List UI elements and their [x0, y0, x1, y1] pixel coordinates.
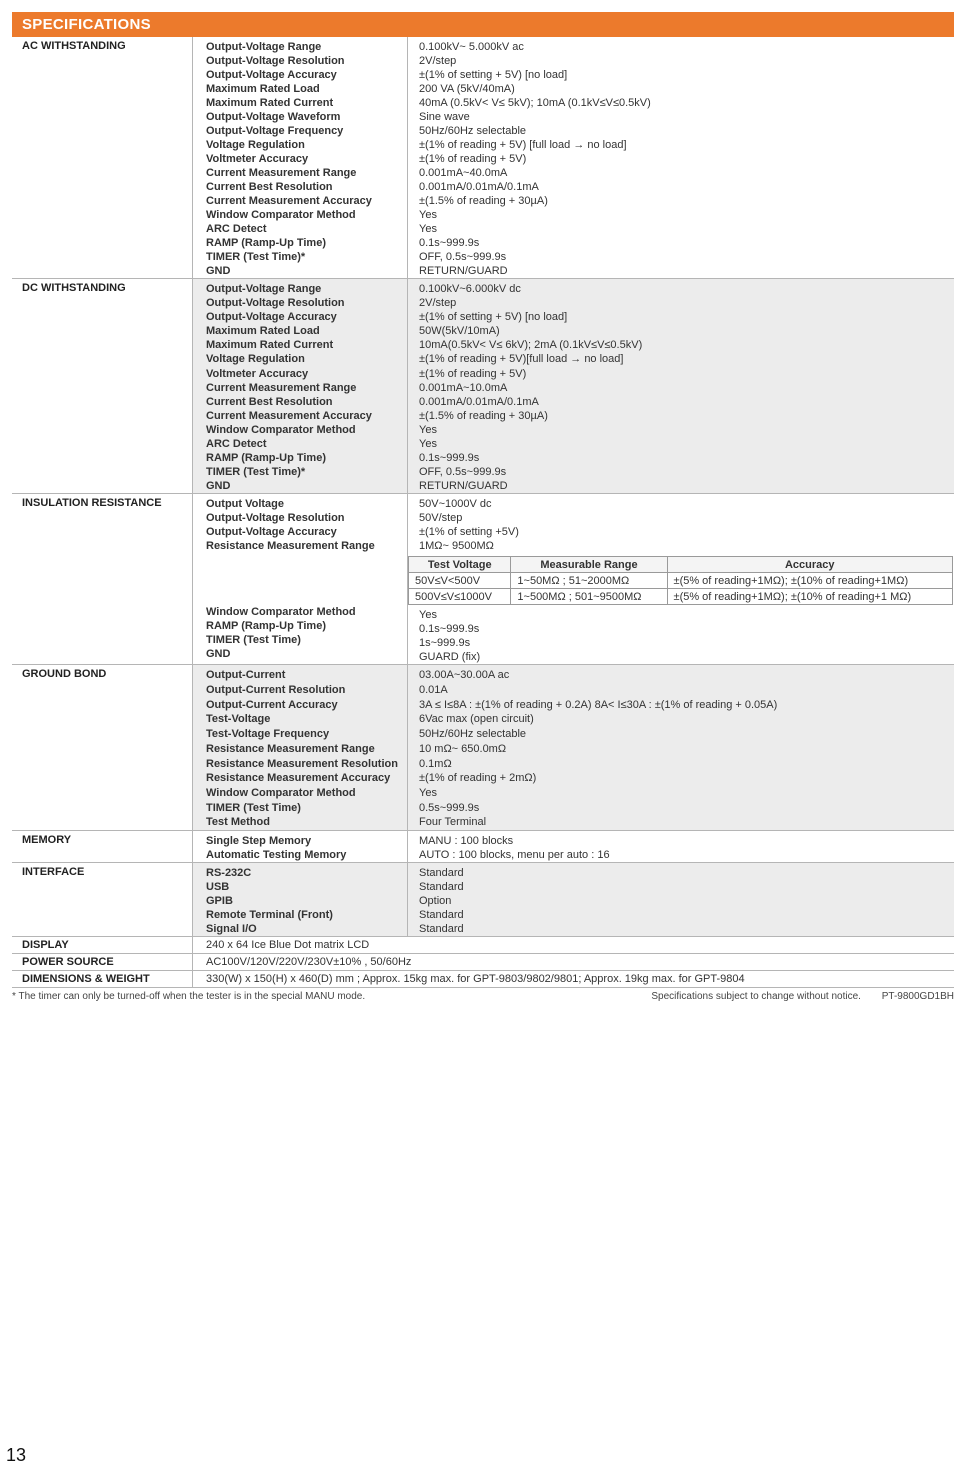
spec-line: 50Hz/60Hz selectable	[419, 728, 527, 741]
section-memory	[12, 831, 954, 863]
spec-line: RAMP (Ramp-Up Time)	[206, 452, 326, 465]
spec-line: Standard	[419, 908, 464, 921]
section-title: DISPLAY	[12, 937, 193, 953]
spec-line: Remote Terminal (Front)	[206, 908, 333, 921]
spec-line: 10 mΩ~ 650.0mΩ	[419, 742, 507, 755]
spec-line: GUARD (fix)	[419, 651, 481, 664]
spec-line: Voltmeter Accuracy	[206, 367, 309, 380]
spec-line: 0.001mA~10.0mA	[419, 381, 508, 394]
section-title: MEMORY	[12, 831, 193, 862]
spec-line: TIMER (Test Time)	[206, 801, 301, 814]
spec-line: Yes	[419, 786, 437, 799]
page-number: 13	[6, 1445, 27, 1465]
spec-line: 50Hz/60Hz selectable	[419, 125, 527, 137]
spec-line: RAMP (Ramp-Up Time)	[206, 237, 326, 249]
section-title: DC WITHSTANDING	[12, 279, 193, 493]
spec-line: Test-Voltage	[206, 713, 271, 726]
spec-line: GND	[206, 648, 231, 661]
spec-line: ±(1% of reading + 5V)[full load → no load]	[419, 353, 624, 366]
table-cell: ±(5% of reading+1MΩ); ±(10% of reading+1MΩ)	[667, 573, 952, 589]
spec-line: Single Step Memory	[206, 834, 312, 847]
spec-line: Option	[419, 894, 452, 907]
spec-value: AC100V/120V/220V/230V±10% , 50/60Hz	[206, 955, 412, 968]
spec-line: Resistance Measurement Range	[206, 540, 375, 553]
spec-line: 1MΩ~ 9500MΩ	[419, 540, 494, 553]
spec-line: Output-Current Resolution	[206, 684, 346, 697]
spec-line: RETURN/GUARD	[419, 265, 508, 277]
spec-line: Sine wave	[419, 111, 470, 123]
spec-line: OFF, 0.5s~999.9s	[419, 251, 507, 263]
table-row	[409, 589, 953, 605]
spec-line: ±(1% of reading + 2mΩ)	[419, 772, 537, 785]
spec-line: Yes	[419, 438, 437, 451]
ir-range-table	[408, 556, 953, 605]
spec-values	[408, 279, 954, 493]
spec-line: 0.001mA/0.01mA/0.1mA	[419, 181, 539, 193]
spec-line: 0.5s~999.9s	[419, 801, 480, 814]
table-cell: 1~50MΩ ; 51~2000MΩ	[511, 573, 667, 589]
table-cell: 50V≤V<500V	[409, 573, 511, 589]
spec-values	[408, 37, 954, 278]
spec-labels-top	[206, 497, 407, 553]
spec-line: GND	[206, 480, 231, 493]
spec-line: ±(1% of setting + 5V) [no load]	[419, 311, 568, 324]
disclaimer: Specifications subject to change without notice.	[651, 990, 861, 1002]
table-header-cell: Accuracy	[667, 557, 952, 573]
section-ac-withstanding	[12, 37, 954, 279]
spec-line: Window Comparator Method	[206, 423, 356, 436]
spec-line: GND	[206, 265, 231, 277]
spec-line: Output-Voltage Accuracy	[206, 69, 337, 81]
spec-line: 200 VA (5kV/40mA)	[419, 83, 515, 95]
spec-line: ARC Detect	[206, 223, 267, 235]
spec-line: 2V/step	[419, 297, 457, 310]
section-title: INTERFACE	[12, 863, 193, 936]
section-dimensions-weight	[12, 971, 954, 988]
spec-line: Output-Voltage Resolution	[206, 297, 345, 310]
spec-values	[408, 494, 954, 664]
spec-line: Automatic Testing Memory	[206, 848, 347, 861]
footer	[12, 988, 954, 1002]
spec-line: Maximum Rated Current	[206, 97, 334, 109]
spec-line: 10mA(0.5kV< V≤ 6kV); 2mA (0.1kV≤V≤0.5kV)	[419, 339, 643, 352]
spec-line: 6Vac max (open circuit)	[419, 713, 534, 726]
spec-line: Window Comparator Method	[206, 786, 356, 799]
spec-line: Standard	[419, 880, 464, 893]
spec-line: Output-Current	[206, 669, 286, 682]
table-cell: 1~500MΩ ; 501~9500MΩ	[511, 589, 667, 605]
spec-line: TIMER (Test Time)*	[206, 466, 306, 479]
spec-labels	[193, 37, 408, 278]
spec-sheet	[12, 12, 954, 1002]
table-cell: ±(5% of reading+1MΩ); ±(10% of reading+1 MΩ)	[667, 589, 952, 605]
spec-line: USB	[206, 880, 230, 893]
spec-line: Standard	[419, 922, 464, 935]
section-insulation-resistance	[12, 494, 954, 665]
spec-values	[408, 665, 954, 830]
spec-line: Maximum Rated Load	[206, 83, 320, 95]
spec-labels	[193, 665, 408, 830]
table-cell: 500V≤V≤1000V	[409, 589, 511, 605]
spec-line: Yes	[419, 609, 437, 622]
spec-line: Voltmeter Accuracy	[206, 153, 309, 165]
section-title: GROUND BOND	[12, 665, 193, 830]
spec-line: Output-Voltage Resolution	[206, 55, 345, 67]
spec-line: ±(1.5% of reading + 30µA)	[419, 195, 548, 207]
spec-line: Current Measurement Accuracy	[206, 409, 372, 422]
spec-line: TIMER (Test Time)	[206, 634, 301, 647]
spec-line: Output-Current Accuracy	[206, 698, 338, 711]
spec-line: Voltage Regulation	[206, 353, 305, 366]
spec-line: RETURN/GUARD	[419, 480, 508, 493]
table-header-cell: Test Voltage	[409, 557, 511, 573]
spec-line: 2V/step	[419, 55, 457, 67]
spec-line: 03.00A~30.00A ac	[419, 669, 510, 682]
spec-line: Current Best Resolution	[206, 181, 333, 193]
spec-line: Output-Voltage Waveform	[206, 111, 341, 123]
spec-line: Window Comparator Method	[206, 209, 356, 221]
spec-labels-bottom	[206, 605, 407, 661]
spec-line: 0.1s~999.9s	[419, 237, 480, 249]
spec-line: Current Best Resolution	[206, 395, 333, 408]
spec-line: Output-Voltage Frequency	[206, 125, 344, 137]
section-display	[12, 937, 954, 954]
spec-values	[408, 863, 954, 936]
spec-line: TIMER (Test Time)*	[206, 251, 306, 263]
spec-line: 50W(5kV/10mA)	[419, 325, 500, 338]
spec-line: Current Measurement Range	[206, 381, 357, 394]
section-interface	[12, 863, 954, 937]
spec-line: 0.100kV~6.000kV dc	[419, 283, 521, 295]
spec-line: GPIB	[206, 894, 233, 907]
spec-labels	[193, 494, 408, 664]
spec-line: Test Method	[206, 816, 270, 829]
section-title: DIMENSIONS & WEIGHT	[12, 971, 193, 987]
spec-line: ±(1% of setting +5V)	[419, 526, 519, 539]
spec-values	[408, 831, 954, 862]
spec-line: Output Voltage	[206, 498, 285, 511]
spec-line: Voltage Regulation	[206, 139, 305, 151]
spec-line: ±(1.5% of reading + 30µA)	[419, 409, 548, 422]
spec-line: ARC Detect	[206, 438, 267, 451]
table-header-row	[409, 557, 953, 573]
spec-line: 0.01A	[419, 684, 448, 697]
spec-line: ±(1% of reading + 5V)	[419, 153, 527, 165]
table-row	[409, 573, 953, 589]
spec-line: Maximum Rated Current	[206, 339, 334, 352]
spec-line: 0.1s~999.9s	[419, 623, 480, 636]
table-body	[409, 573, 953, 605]
spec-labels	[193, 863, 408, 936]
spec-line: AUTO : 100 blocks, menu per auto : 16	[419, 848, 610, 861]
spec-labels	[193, 831, 408, 862]
footer-right	[633, 991, 954, 1002]
spec-line: Resistance Measurement Resolution	[206, 757, 398, 770]
spec-line: Maximum Rated Load	[206, 325, 320, 338]
spec-values-bottom	[419, 608, 954, 664]
section-power-source	[12, 954, 954, 971]
spec-line: Four Terminal	[419, 816, 487, 829]
spec-line: Window Comparator Method	[206, 606, 356, 619]
spec-line: 0.1mΩ	[419, 757, 452, 770]
spec-line: RS-232C	[206, 866, 252, 879]
spec-line: 50V~1000V dc	[419, 498, 492, 511]
spec-line: 50V/step	[419, 512, 463, 525]
spec-line: Yes	[419, 423, 437, 436]
spec-line: OFF, 0.5s~999.9s	[419, 466, 507, 479]
spec-line: ±(1% of reading + 5V)	[419, 367, 527, 380]
spec-line: 1s~999.9s	[419, 637, 471, 650]
spec-line: MANU : 100 blocks	[419, 834, 514, 847]
section-title: INSULATION RESISTANCE	[12, 494, 193, 664]
table-header-cell: Measurable Range	[511, 557, 667, 573]
spec-line: RAMP (Ramp-Up Time)	[206, 620, 326, 633]
spec-line: Output-Voltage Resolution	[206, 512, 345, 525]
spec-line: ±(1% of reading + 5V) [full load → no load]	[419, 139, 627, 151]
spec-line: 0.001mA/0.01mA/0.1mA	[419, 395, 539, 408]
spec-line: 0.1s~999.9s	[419, 452, 480, 465]
spec-line: Output-Voltage Accuracy	[206, 526, 337, 539]
spec-labels	[193, 279, 408, 493]
spec-header: SPECIFICATIONS	[12, 12, 954, 37]
spec-value: 240 x 64 Ice Blue Dot matrix LCD	[206, 938, 370, 951]
spec-line: Output-Voltage Range	[206, 283, 322, 295]
section-dc-withstanding	[12, 279, 954, 494]
spec-line: Output-Voltage Accuracy	[206, 311, 337, 324]
spec-line: Current Measurement Accuracy	[206, 195, 372, 207]
spec-line: Signal I/O	[206, 922, 257, 935]
section-title: POWER SOURCE	[12, 954, 193, 970]
spec-values-top	[419, 497, 954, 553]
spec-line: ±(1% of setting + 5V) [no load]	[419, 69, 568, 81]
spec-line: 3A ≤ I≤8A : ±(1% of reading + 0.2A) 8A< I≤30A : ±(1% of reading + 0.05A)	[419, 698, 778, 711]
spec-line: Resistance Measurement Accuracy	[206, 772, 391, 785]
document-code: PT-9800GD1BH	[881, 990, 954, 1002]
spec-value: 330(W) x 150(H) x 460(D) mm ; Approx. 15kg max. for GPT-9803/9802/9801; Approx. 19kg max. for GPT-9804	[206, 972, 745, 985]
spec-line: Resistance Measurement Range	[206, 742, 375, 755]
spec-line: 0.100kV~ 5.000kV ac	[419, 41, 524, 53]
spec-line: 0.001mA~40.0mA	[419, 167, 508, 179]
spec-line: 40mA (0.5kV< V≤ 5kV); 10mA (0.1kV≤V≤0.5kV)	[419, 97, 651, 109]
spec-line: Yes	[419, 223, 437, 235]
footnote: * The timer can only be turned-off when the tester is in the special MANU mode.	[12, 990, 366, 1002]
spec-line: Output-Voltage Range	[206, 41, 322, 53]
section-ground-bond	[12, 665, 954, 831]
spec-line: Current Measurement Range	[206, 167, 357, 179]
spec-line: Standard	[419, 866, 464, 879]
section-title: AC WITHSTANDING	[12, 37, 193, 278]
spec-line: Test-Voltage Frequency	[206, 728, 330, 741]
spec-line: Yes	[419, 209, 437, 221]
